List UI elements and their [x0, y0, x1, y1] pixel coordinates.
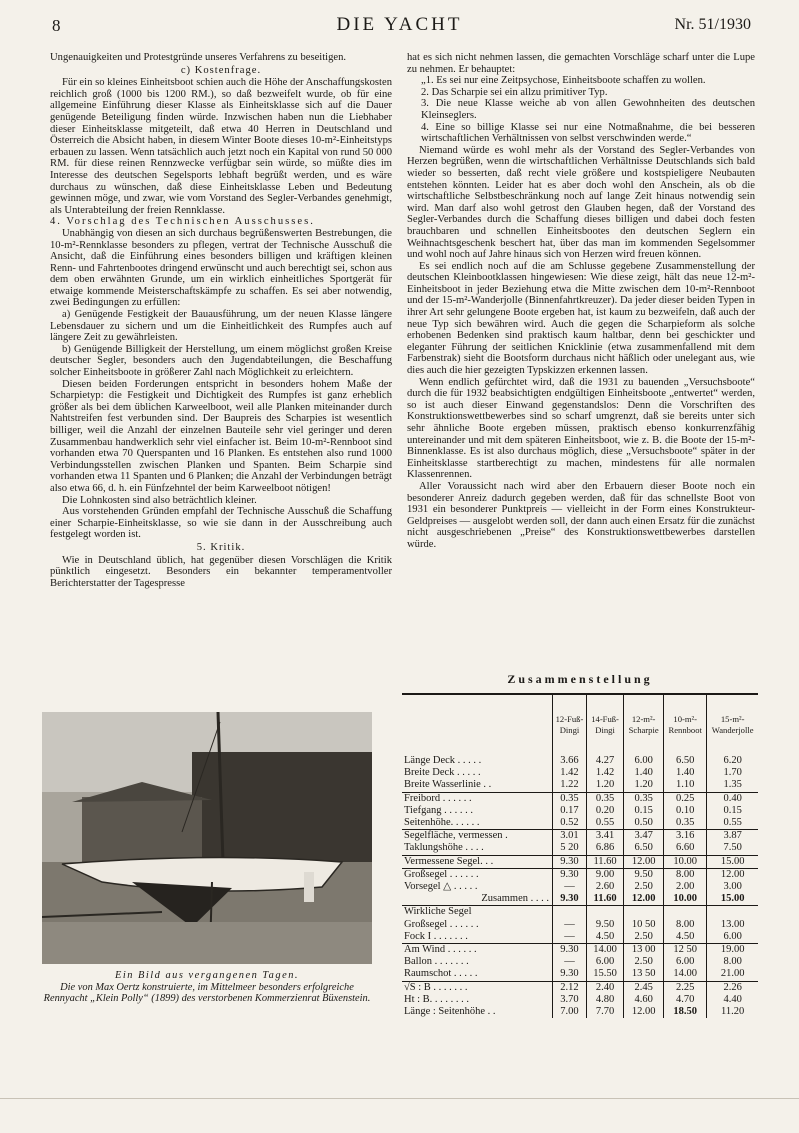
- table-cell: 0.55: [586, 817, 623, 830]
- table-cell: 13.00: [707, 919, 758, 931]
- table-cell: 4.80: [586, 994, 623, 1006]
- table-cell: 7.70: [586, 1006, 623, 1018]
- table-row: [402, 817, 758, 830]
- summary-table: [402, 672, 758, 1018]
- list-item: 4. Eine so billige Klasse sei nur eine Notmaßnahme, die bei besseren wirtschaftlichen Verhältnissen von selbst verschwinden werde.“: [421, 121, 755, 145]
- table-row: [402, 906, 758, 919]
- paragraph: a) Genügende Festigkeit der Bauausführung, um der neuen Klasse längere Lebensdauer zu sichern und um die Einheitlichkeit des Rumpfes auch auf längere Zeit zu gewährleisten.: [50, 309, 392, 344]
- table-cell: 15.00: [707, 893, 758, 906]
- historic-yacht-photo: [42, 712, 372, 964]
- table-cell: 2.50: [624, 956, 664, 968]
- table-cell: 12.00: [624, 1006, 664, 1018]
- paragraph: Es sei endlich noch auf die am Schlusse gegebene Zusammenstellung der deutschen Kleinbootklassen hingewiesen: Wie diese zeigt, hält das neue 12-m²-Einheitsboot in jeder Beziehung etwa die Mitte zwischen dem 10-m²-Rennboot und der 15-m²-Wanderjolle (Binnenfahrtkreuzer). Da jeder dieser beiden Typen in ihrer Art sehr gelungene Boote ergeben hat, ist kaum zu bezweifeln, daß auch der neue Typ sich bewähren wird. Auch die gegen die Scharpieform als solche erhobenen Bedenken sind praktisch kaum haltbar, denn bei geschickter und eleganter Führung der seitlichen Knicklinie (etwa zusammenfallend mit dem Farbenstrak) sieht die Bootsform durchaus nicht häßlich oder unelegant aus, wie dies auch die hier gezeigten Typskizzen erkennen lassen.: [407, 260, 755, 377]
- row-label: Ballon . . . . . . .: [404, 956, 469, 968]
- table-cell: 19.00: [707, 944, 758, 957]
- row-label: Länge : Seitenhöhe . .: [404, 1006, 496, 1018]
- table-row: [402, 767, 758, 779]
- table-cell: 6.50: [624, 842, 664, 855]
- table-cell: 7.00: [553, 1006, 587, 1018]
- paragraph: Ungenauigkeiten und Protestgründe unseres Verfahrens zu beseitigen.: [50, 52, 347, 63]
- table-cell: 8.00: [707, 956, 758, 968]
- caption-title: Ein Bild aus vergangenen Tagen.: [115, 970, 299, 981]
- table-cell: 9.50: [624, 868, 664, 881]
- table-cell: 9.30: [553, 893, 587, 906]
- row-label: Zusammen . . . .: [402, 893, 553, 906]
- table-cell: 0.55: [707, 817, 758, 830]
- table-cell: 10.00: [664, 893, 707, 906]
- table-cell: 1.42: [586, 767, 623, 779]
- table-cell: 11.60: [586, 855, 623, 868]
- table-cell: 0.35: [586, 792, 623, 805]
- table-row: [402, 779, 758, 792]
- table-row: [402, 755, 758, 767]
- table-cell: 1.20: [624, 779, 664, 792]
- issue-number: Nr. 51/1930: [674, 16, 751, 33]
- page-header: [0, 12, 799, 40]
- column-header: 15-m²-Wanderjolle: [707, 695, 758, 755]
- table-cell: 6.00: [586, 956, 623, 968]
- table-cell: 15.00: [707, 855, 758, 868]
- paragraph: Niemand würde es wohl mehr als der Vorstand des Segler-Verbandes von Herzen begrüßen, wenn die wirtschaftlichen Verhältnisse Deutschlands sich bald wieder so besserten, daß recht viele größere und kostspieligere Neubauten entstehen könnten. Leider hat es aber doch wohl den Anschein, als ob die wirtschaftliche Selbstbeschränkung noch auf lange Zeit hinaus notwendig sein wird. Man darf also wohl getrost den Glauben hegen, daß der Vorstand des Segler-Verbandes durch die Schaffung dieses billigen und dabei doch festen brauchbaren und schnellen Einheitsbootes den deutschen Seglern ein Weihnachtsgeschenk beschert hat, über das man im kommenden Segelsommer und wohl noch auf Jahre hinaus sich von Herzen wird freuen können.: [407, 144, 755, 261]
- row-label: Breite Deck . . . . .: [404, 767, 481, 779]
- table-cell: 13 50: [624, 968, 664, 981]
- table-cell: 12.00: [624, 893, 664, 906]
- table-cell: 0.50: [624, 817, 664, 830]
- table-row: [402, 981, 758, 994]
- column-header: 12-m²-Scharpie: [624, 695, 664, 755]
- table-corner: [402, 695, 553, 755]
- table-cell: —: [553, 931, 587, 944]
- table-cell: 2.12: [553, 981, 587, 994]
- table-cell: 13 00: [624, 944, 664, 957]
- right-column: [407, 52, 755, 551]
- table-cell: 0.10: [664, 805, 707, 817]
- table-cell: 6.20: [707, 755, 758, 767]
- table-cell: 4.40: [707, 994, 758, 1006]
- table-row: [402, 919, 758, 931]
- paragraph: Aus vorstehenden Gründen empfahl der Technische Ausschuß die Schaffung einer Scharpie-Einheitsklasse, so wie sie dann in der Ausschreibung auch festgelegt worden ist.: [50, 506, 392, 541]
- table-cell: 3.00: [707, 881, 758, 893]
- table-cell: 11.60: [586, 893, 623, 906]
- table-row: [402, 1006, 758, 1018]
- table-cell: 3.01: [553, 830, 587, 843]
- paragraph: Wie in Deutschland üblich, hat gegenüber diesen Vorschlägen die Kritik pünktlich eingesetzt. Besonders ein bekannter temperamentvoller Berichterstatter der Tagespresse: [50, 554, 392, 589]
- table-row: [402, 994, 758, 1006]
- table-cell: 10 50: [624, 919, 664, 931]
- table-cell: —: [553, 881, 587, 893]
- table-cell: 10.00: [664, 855, 707, 868]
- table-cell: 11.20: [707, 1006, 758, 1018]
- row-label: Am Wind . . . . . .: [404, 944, 477, 956]
- table-body: [402, 755, 758, 1018]
- table-cell: 8.00: [664, 919, 707, 931]
- table-cell: 6.60: [664, 842, 707, 855]
- table-cell: 3.87: [707, 830, 758, 843]
- paragraph: Die Lohnkosten sind also beträchtlich kleiner.: [62, 494, 257, 506]
- paragraph: Unabhängig von diesen an sich durchaus begrüßenswerten Bestrebungen, die 10-m²-Rennklasse besonders zu pflegen, vertrat der Technische Ausschuß die Ansicht, daß die Einführung eines besonders billigen und kräftigen kleinen Renn- und Fahrtenbootes dringend erwünscht und auch berechtigt sei, schon aus dem oben erwähnten Grunde, um ein wirklich einheitliches Sportgerät für etwaige kommende Meisterschaftskämpfe zu schaffen. Es sei aber notwendig, zwei Bedingungen zu erfüllen:: [50, 227, 392, 309]
- row-label: Breite Wasserlinie . .: [402, 779, 553, 792]
- list-item: 3. Die neue Klasse weiche ab von allen Gewohnheiten des deutschen Kleinseglers.: [421, 98, 755, 121]
- table-row: [402, 944, 758, 957]
- table-cell: 0.25: [664, 792, 707, 805]
- table-cell: 12.00: [707, 868, 758, 881]
- table-cell: 1.22: [553, 779, 587, 792]
- table-cell: 6.86: [586, 842, 623, 855]
- caption-text: Die von Max Oertz konstruierte, im Mittelmeer besonders erfolgreiche Rennyacht „Klein Polly“ (1899) des verstorbenen Kommerzienrat Büxenstein.: [43, 981, 371, 1004]
- row-label: Taklungshöhe . . . .: [402, 842, 553, 855]
- list-item: „1. Es sei nur eine Zeitpsychose, Einheitsboote schaffen zu wollen.: [421, 75, 706, 87]
- table-cell: 0.35: [664, 817, 707, 830]
- section-heading: 5. Kritik.: [196, 541, 246, 553]
- table-cell: 4.50: [586, 931, 623, 944]
- table-row: [402, 855, 758, 868]
- row-label: Großsegel . . . . . .: [404, 918, 479, 930]
- table-cell: 14.00: [664, 968, 707, 981]
- paragraph: Für ein so kleines Einheitsboot schien auch die Höhe der Anschaffungskosten reichlich groß (1000 bis 1200 RM.), so daß bezweifelt wurde, ob für eine allgemeine Einführung dieser Klasse als Einheitsklasse sich auf die Dauer genügende Beteiligung finden würde. Inzwischen haben nun die Liebhaber dieser Einheitsklasse mitgeteilt, daß etwa 40 Herren in Deutschland und Österreich die Absicht haben, in diesem Winter Boote dieses 10-m²-Einheitstyps erbauen zu lassen. Wenn tatsächlich auch jetzt noch ein Kapital von rund 50 000 RM. für diese reinen Rennzwecke verfügbar sein würde, so müßte dies im Interesse des deutschen Segelsports lebhaft begrüßt werden, und es wäre durchaus zu wünschen, daß diese Einheitsklasse Leben und Bedeutung gewinnen möge, und zwar, wie vom Vorstand des Segler-Verbandes genehmigt, als Unterabteilung der freien Rennklasse.: [50, 77, 392, 216]
- table-cell: 9.30: [553, 855, 587, 868]
- table-cell: 0.35: [624, 792, 664, 805]
- paragraph: Wenn endlich gefürchtet wird, daß die 1931 zu bauenden „Versuchsboote“ durch die für 1932 beabsichtigten endgültigen Einheitsboote „entwertet“ werden, so ist auch dieser Einwand gegenstandslos: Denn die Vorschriften des Konstruktionswettbewerbes sind so scharf umgrenzt, daß sie bereits unter sich sehr ähnliche Boote ergeben müssen, praktisch ebenso konkurrenzfähig untereinander und mit dem späteren Einheitsboot, wie z. B. die Boote der 15-m²-Binnenklasse. Es ist also durchaus möglich, diese „Versuchsboote“ später in der Einheitsklasse startberechtigt zu machen, mindestens für alle normalen Klassenrennen.: [407, 376, 755, 481]
- row-label: Vermessene Segel. . .: [402, 855, 553, 868]
- table-cell: —: [553, 919, 587, 931]
- table-cell: 18.50: [664, 1006, 707, 1018]
- table-cell: [586, 906, 623, 919]
- table-cell: 15.50: [586, 968, 623, 981]
- table-cell: 1.40: [664, 767, 707, 779]
- table-cell: 3.47: [624, 830, 664, 843]
- row-label: Wirkliche Segel: [404, 906, 472, 918]
- table-cell: 3.41: [586, 830, 623, 843]
- table-cell: 0.17: [553, 805, 587, 817]
- table-cell: 6.00: [624, 755, 664, 767]
- list-item: 2. Das Scharpie sei ein allzu primitiver Typ.: [421, 86, 608, 98]
- table-row: [402, 931, 758, 944]
- table-cell: 1.20: [586, 779, 623, 792]
- row-label: Freibord . . . . . .: [404, 792, 472, 804]
- table-cell: 4.50: [664, 931, 707, 944]
- table-cell: 2.60: [586, 881, 623, 893]
- table-cell: 2.50: [624, 881, 664, 893]
- photo-caption: [42, 970, 372, 1005]
- column-header: 12-Fuß-Dingi: [553, 695, 587, 755]
- left-column: [50, 52, 392, 589]
- table-cell: [664, 906, 707, 919]
- column-header: 10-m²-Rennboot: [664, 695, 707, 755]
- paragraph: b) Genügende Billigkeit der Herstellung, um einem möglichst großen Kreise deutscher Segler, besonders auch den Jugendabteilungen, die Beschaffung solcher Einheitsboote in größerer Zahl nach Möglichkeit zu erleichtern.: [50, 343, 392, 379]
- table-cell: 0.15: [624, 805, 664, 817]
- table-cell: 2.26: [707, 981, 758, 994]
- table-row: [402, 956, 758, 968]
- table-row: [402, 893, 758, 906]
- section-heading: 4. Vorschlag des Technischen Ausschusses.: [50, 216, 315, 228]
- row-label: Raumschot . . . . .: [402, 968, 553, 981]
- table-cell: 0.40: [707, 792, 758, 805]
- footer-rule: [0, 1098, 799, 1099]
- table-cell: 8.00: [664, 868, 707, 881]
- table-cell: 3.70: [553, 994, 587, 1006]
- paragraph: Aller Voraussicht nach wird aber den Erbauern dieser Boote noch ein besonderer Anreiz dadurch gegeben werden, daß für das schnellste Boot von 1931 ein besonderer Punktpreis — vielleicht in der Form eines Konstrukteur-Geldpreises — ausgelobt werden soll, der dann auch einen Ersatz für die zunächst nicht ausgeschriebenen „Preise“ des Konstruktionswettbewerbes darstellen würde.: [407, 480, 756, 550]
- row-label: Großsegel . . . . . .: [404, 868, 479, 880]
- row-label: Segelfläche, vermessen .: [404, 830, 508, 842]
- row-label: Ht : B. . . . . . . .: [404, 993, 470, 1005]
- table-cell: 5 20: [553, 842, 587, 855]
- table-cell: 0.15: [707, 805, 758, 817]
- table-cell: 7.50: [707, 842, 758, 855]
- table-cell: 3.66: [553, 755, 587, 767]
- table-cell: 2.25: [664, 981, 707, 994]
- table-cell: 6.00: [664, 956, 707, 968]
- table-cell: 1.10: [664, 779, 707, 792]
- table-cell: [707, 906, 758, 919]
- section-heading: c) Kostenfrage.: [180, 64, 262, 76]
- table-cell: 12 50: [664, 944, 707, 957]
- paragraph: Diesen beiden Forderungen entspricht in besonders hohem Maße der Scharpietyp: die Festigkeit und Dichtigkeit des Rumpfes ist ganz erheblich größer als bei dem üblichen Karweelboot, weil alle Planken miteinander durch Nahtstreifen fest verbunden sind. Der Baupreis des Scharpies ist wesentlich billiger, weil die Anzahl der einzelnen Bauteile sehr viel geringer und deren Zusammenbau handwerklich sehr viel einfacher ist. Beim 10-m²-Rennboot sind vorhanden etwa 70 Querspanten und 16 Planken. Es entstehen also rund 1000 Verbindungsstellen zwischen Planken und Spanten. Beim Scharpie sind vorhanden etwa 11 Spanten und 6 Planken; die Anzahl der Verbindungen beträgt also etwa 66, d. h. ein Fünfzehntel der beim Karweelboot nötigen!: [50, 378, 392, 494]
- table-cell: 1.70: [707, 767, 758, 779]
- table-cell: [553, 906, 587, 919]
- table-row: [402, 842, 758, 855]
- table-cell: 4.27: [586, 755, 623, 767]
- magazine-title: DIE YACHT: [336, 14, 463, 35]
- table-cell: 0.52: [553, 817, 587, 830]
- row-label: Tiefgang . . . . . .: [404, 804, 474, 816]
- table-cell: 9.30: [553, 944, 587, 957]
- row-label: Länge Deck . . . . .: [404, 755, 482, 766]
- paragraph: hat es sich nicht nehmen lassen, die gemachten Vorschläge scharf unter die Lupe zu nehmen. Er behauptet:: [407, 52, 755, 75]
- row-label: Fock I . . . . . . .: [402, 931, 553, 944]
- table-row: [402, 968, 758, 981]
- table-cell: 1.42: [553, 767, 587, 779]
- table-cell: 2.40: [586, 981, 623, 994]
- table-cell: 9.00: [586, 868, 623, 881]
- table-cell: 4.60: [624, 994, 664, 1006]
- table-cell: [624, 906, 664, 919]
- table-cell: 2.50: [624, 931, 664, 944]
- row-label: √S : B . . . . . . .: [404, 981, 468, 993]
- table-title: Zusammenstellung: [402, 672, 758, 695]
- table-cell: 1.35: [707, 779, 758, 792]
- table-row: [402, 868, 758, 881]
- table-cell: 3.16: [664, 830, 707, 843]
- table-cell: 6.50: [664, 755, 707, 767]
- table-cell: 14.00: [586, 944, 623, 957]
- row-label: Vorsegel △ . . . . .: [404, 881, 478, 893]
- row-label: Seitenhöhe. . . . . .: [402, 817, 553, 830]
- table-cell: 0.20: [586, 805, 623, 817]
- yacht-photo-illustration: [42, 712, 372, 964]
- table-cell: 6.00: [707, 931, 758, 944]
- table-cell: 2.45: [624, 981, 664, 994]
- table-row: [402, 805, 758, 817]
- table-row: [402, 792, 758, 805]
- table-cell: 9.30: [553, 868, 587, 881]
- table-cell: 4.70: [664, 994, 707, 1006]
- table-cell: 0.35: [553, 792, 587, 805]
- table-cell: 21.00: [707, 968, 758, 981]
- boat-class-table: [402, 695, 758, 1018]
- table-cell: 2.00: [664, 881, 707, 893]
- table-cell: 9.50: [586, 919, 623, 931]
- table-cell: —: [553, 956, 587, 968]
- table-cell: 12.00: [624, 855, 664, 868]
- table-cell: 9.30: [553, 968, 587, 981]
- table-row: [402, 881, 758, 893]
- table-cell: 1.40: [624, 767, 664, 779]
- table-row: [402, 830, 758, 843]
- column-header: 14-Fuß-Dingi: [586, 695, 623, 755]
- page-number: 8: [52, 16, 61, 35]
